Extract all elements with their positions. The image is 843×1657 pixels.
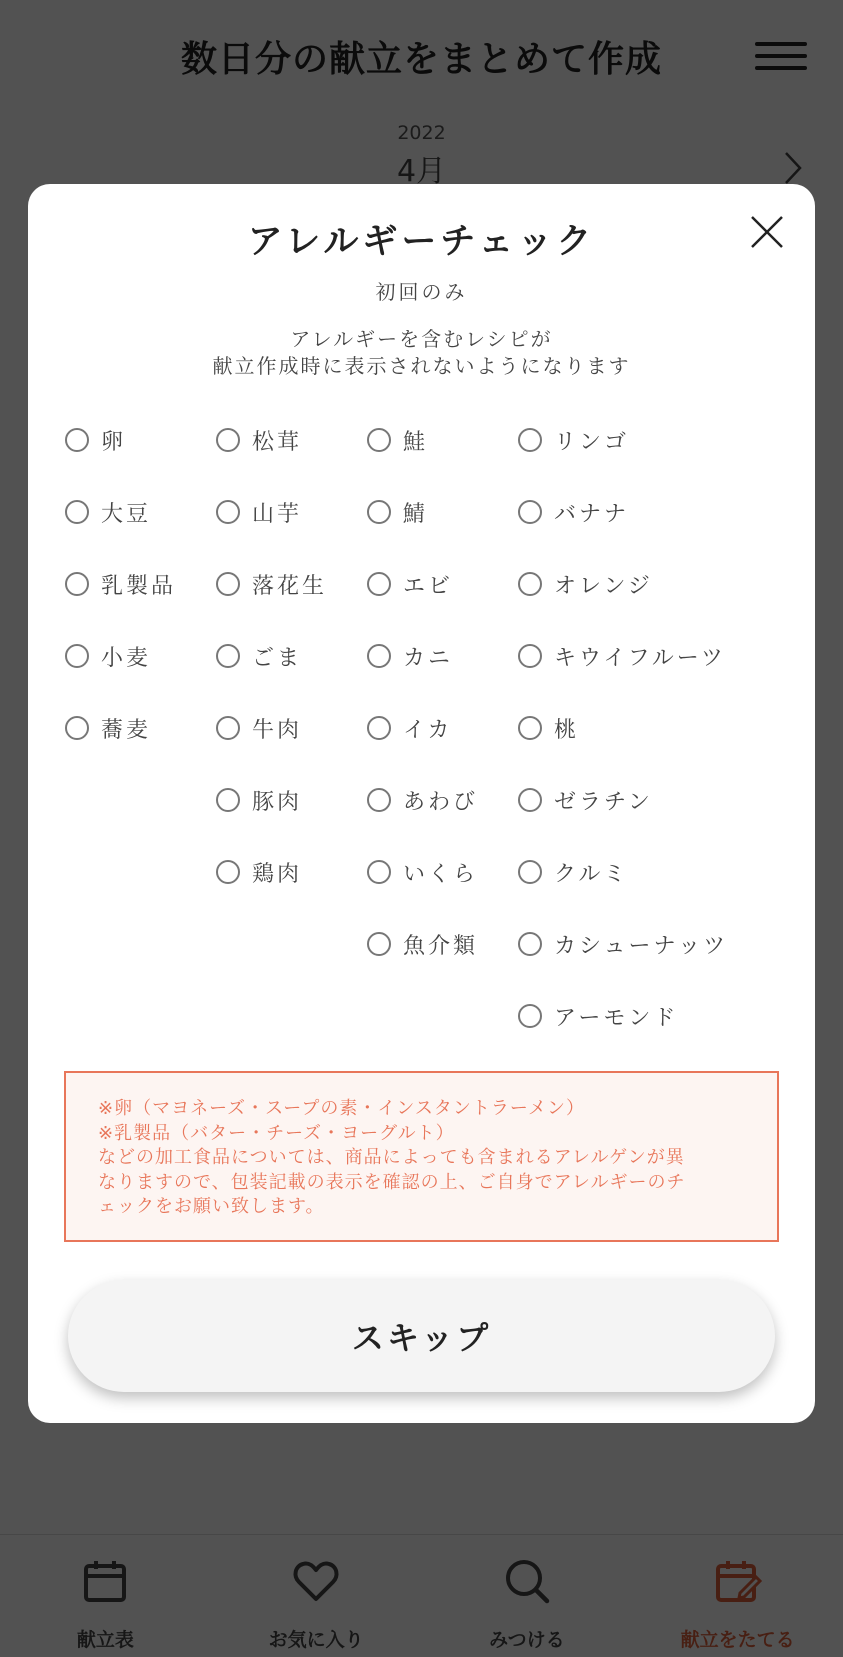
radio-icon[interactable]	[216, 788, 240, 812]
radio-icon[interactable]	[367, 788, 391, 812]
allergen-label: アーモンド	[554, 1005, 679, 1031]
allergen-option[interactable]	[518, 764, 748, 836]
radio-icon[interactable]	[367, 428, 391, 452]
allergen-option[interactable]	[367, 836, 518, 908]
allergen-options	[65, 404, 795, 1052]
allergen-option[interactable]	[367, 692, 518, 764]
close-icon[interactable]	[749, 214, 785, 250]
allergen-label: 鶏肉	[252, 861, 303, 887]
allergen-option[interactable]	[518, 980, 748, 1052]
allergen-option[interactable]	[65, 620, 216, 692]
allergen-option[interactable]	[216, 476, 367, 548]
radio-icon[interactable]	[518, 1004, 542, 1028]
radio-icon[interactable]	[518, 932, 542, 956]
allergen-label: 豚肉	[252, 789, 303, 815]
allergen-option[interactable]	[518, 476, 748, 548]
allergen-label: バナナ	[554, 501, 630, 527]
allergen-option[interactable]	[216, 404, 367, 476]
radio-icon[interactable]	[367, 644, 391, 668]
skip-button[interactable]: スキップ	[68, 1280, 775, 1392]
radio-icon[interactable]	[216, 572, 240, 596]
allergen-option[interactable]	[518, 548, 748, 620]
radio-icon[interactable]	[216, 644, 240, 668]
allergen-label: 蕎麦	[101, 717, 152, 743]
description-line: アレルギーを含むレシピが	[290, 327, 553, 351]
allergen-label: 牛肉	[252, 717, 303, 743]
allergen-label: 鯖	[403, 501, 429, 527]
allergen-label: 乳製品	[101, 573, 177, 599]
allergen-label: いくら	[403, 861, 479, 887]
allergen-option[interactable]	[216, 836, 367, 908]
allergen-label: 山芋	[252, 501, 303, 527]
allergen-label: 桃	[554, 717, 580, 743]
allergy-modal	[28, 184, 815, 1423]
radio-icon[interactable]	[65, 716, 89, 740]
radio-icon[interactable]	[518, 860, 542, 884]
radio-icon[interactable]	[367, 716, 391, 740]
allergen-label: カニ	[403, 645, 454, 671]
allergen-column	[518, 404, 748, 1052]
allergen-notice	[64, 1071, 779, 1242]
allergen-option[interactable]	[518, 620, 748, 692]
allergen-option[interactable]	[367, 404, 518, 476]
allergen-label: キウイフルーツ	[554, 645, 726, 671]
allergen-option[interactable]	[65, 476, 216, 548]
allergen-label: エビ	[403, 573, 454, 599]
allergen-option[interactable]	[367, 476, 518, 548]
allergen-label: 小麦	[101, 645, 152, 671]
radio-icon[interactable]	[216, 428, 240, 452]
radio-icon[interactable]	[518, 788, 542, 812]
allergen-option[interactable]	[367, 548, 518, 620]
radio-icon[interactable]	[518, 716, 542, 740]
allergen-column	[216, 404, 367, 1052]
allergen-label: ごま	[252, 645, 303, 671]
radio-icon[interactable]	[65, 428, 89, 452]
allergen-option[interactable]	[518, 692, 748, 764]
allergen-option[interactable]	[367, 764, 518, 836]
modal-title: アレルギーチェック	[247, 222, 596, 262]
allergen-column	[65, 404, 216, 1052]
radio-icon[interactable]	[518, 644, 542, 668]
allergen-label: 魚介類	[403, 933, 479, 959]
allergen-option[interactable]	[65, 404, 216, 476]
modal-description	[28, 326, 815, 380]
allergen-option[interactable]	[216, 764, 367, 836]
allergen-option[interactable]	[367, 908, 518, 980]
allergen-label: ゼラチン	[554, 789, 653, 815]
allergen-option[interactable]	[518, 836, 748, 908]
allergen-option[interactable]	[518, 908, 748, 980]
radio-icon[interactable]	[367, 932, 391, 956]
radio-icon[interactable]	[518, 500, 542, 524]
allergen-label: リンゴ	[554, 429, 630, 455]
allergen-option[interactable]	[367, 620, 518, 692]
notice-line: ※乳製品（バター・チーズ・ヨーグルト）	[98, 1122, 455, 1144]
modal-subtitle: 初回のみ	[375, 280, 468, 304]
notice-line: などの加工食品については、商品によっても含まれるアレルゲンが異	[98, 1147, 685, 1168]
radio-icon[interactable]	[65, 572, 89, 596]
radio-icon[interactable]	[367, 500, 391, 524]
allergen-option[interactable]	[216, 548, 367, 620]
radio-icon[interactable]	[518, 572, 542, 596]
allergen-label: 落花生	[252, 573, 328, 599]
radio-icon[interactable]	[216, 716, 240, 740]
allergen-label: オレンジ	[554, 573, 653, 599]
radio-icon[interactable]	[367, 860, 391, 884]
allergen-label: カシューナッツ	[554, 933, 729, 959]
notice-line: なりますので、包装記載の表示を確認の上、ご自身でアレルギーのチ	[98, 1171, 686, 1193]
description-line: 献立作成時に表示されないようになります	[212, 354, 631, 378]
allergen-column	[367, 404, 518, 1052]
allergen-option[interactable]	[216, 620, 367, 692]
allergen-option[interactable]	[518, 404, 748, 476]
allergen-label: あわび	[403, 789, 479, 815]
allergen-label: 松茸	[252, 429, 303, 455]
allergen-label: 大豆	[101, 501, 152, 527]
allergen-label: イカ	[403, 717, 453, 743]
allergen-label: クルミ	[554, 861, 629, 887]
notice-line: ※卵（マヨネーズ・スープの素・インスタントラーメン）	[98, 1098, 585, 1119]
radio-icon[interactable]	[65, 500, 89, 524]
allergen-label: 鮭	[403, 429, 429, 455]
allergen-option[interactable]	[216, 692, 367, 764]
radio-icon[interactable]	[518, 428, 542, 452]
radio-icon[interactable]	[367, 572, 391, 596]
allergen-option[interactable]	[65, 548, 216, 620]
radio-icon[interactable]	[65, 644, 89, 668]
notice-line: ェックをお願い致します。	[98, 1196, 325, 1217]
allergen-label: 卵	[101, 429, 127, 455]
radio-icon[interactable]	[216, 860, 240, 884]
radio-icon[interactable]	[216, 500, 240, 524]
allergen-option[interactable]	[65, 692, 216, 764]
